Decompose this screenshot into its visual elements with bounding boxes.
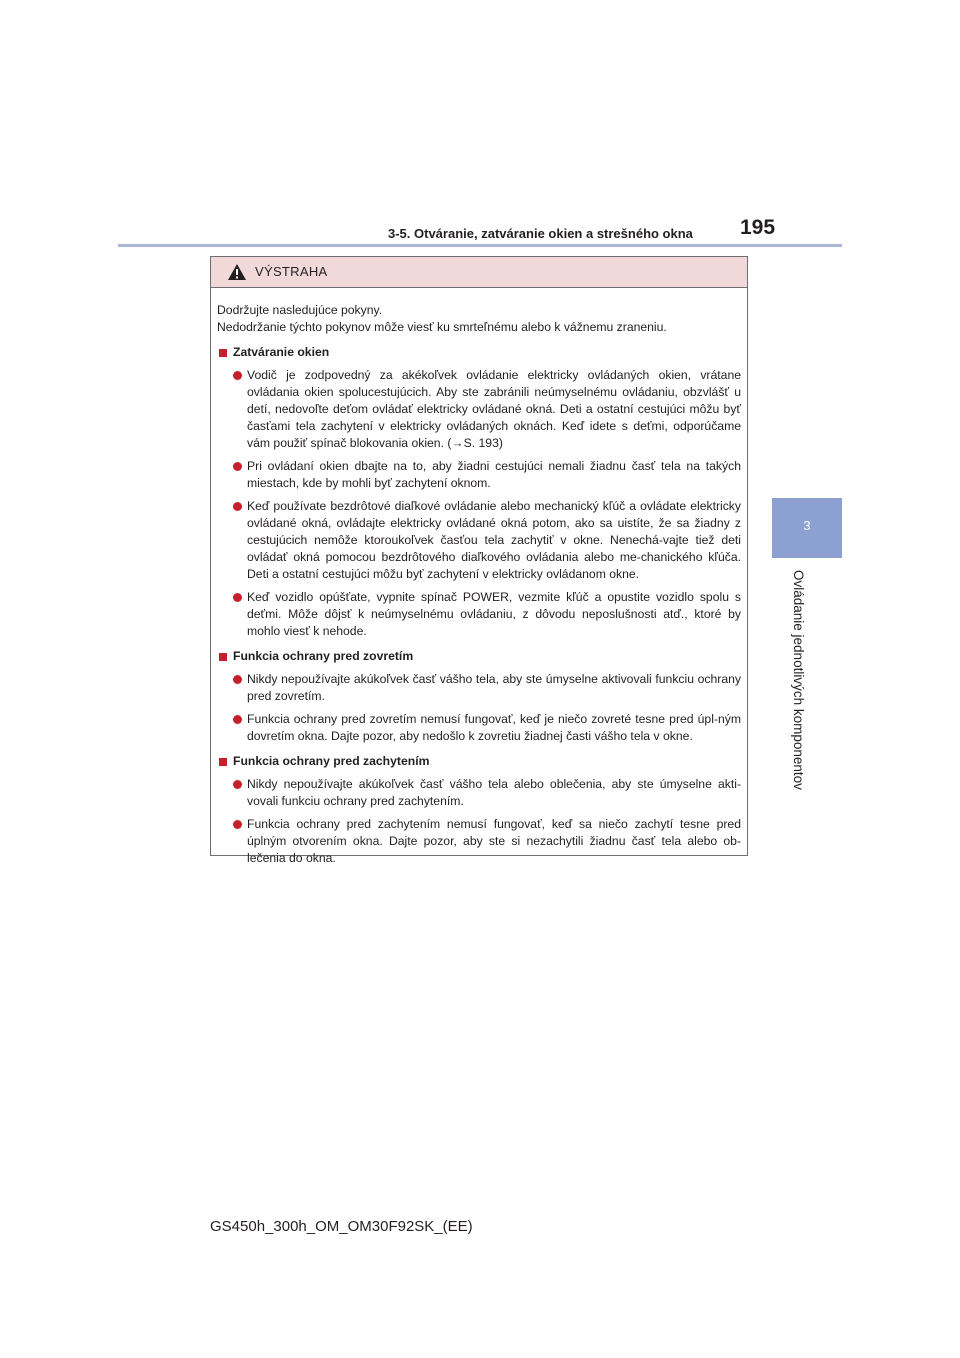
section-heading-text: Funkcia ochrany pred zovretím [233,649,414,663]
square-bullet-icon [219,653,227,661]
section-title: 3-5. Otváranie, zatváranie okien a strešného okna [388,226,693,241]
round-bullet-icon [233,715,242,724]
section-heading [217,648,741,665]
warning-title: VÝSTRAHA [255,264,328,279]
warning-box [210,256,748,865]
list-item [217,458,741,492]
square-bullet-icon [219,349,227,357]
chapter-number: 3 [803,518,811,533]
list-item-text: Keď používate bezdrôtové diaľkové ovládanie alebo mechanický kľúč a ovládate elektricky ovládané okná, ovládajte elektricky ovládané okná potom, ako sa uistíte, že sa žiadny z cestujúcich nemôže ktoroukoľvek časťou tela zachytiť v okne. Nenechá-vajte tiež deti ovládať okná pomocou bezdrôtového diaľkového ovládania alebo me-chanického kľúča. Deti a ostatní cestujúci môžu byť zachytení v elektricky ovládanom okne. [247,499,741,581]
section-closing-windows [217,344,741,640]
round-bullet-icon [233,462,242,471]
list-item [217,367,741,452]
warning-header [211,257,747,288]
list-item-text: Nikdy nepoužívajte akúkoľvek časť vášho tela alebo oblečenia, aby ste úmyselne akti-vovali funkciu ochrany pred zachytením. [247,777,741,808]
list-item [217,671,741,705]
round-bullet-icon [233,780,242,789]
document-code: GS450h_300h_OM_OM30F92SK_(EE) [210,1218,473,1235]
list-item [217,498,741,583]
header-divider [118,244,842,247]
page-number: 195 [740,216,776,239]
list-item-text: Keď vozidlo opúšťate, vypnite spínač POWER, vezmite kľúč a opustite vozidlo spolu s deťmi. Môže dôjsť k neúmyselnému ovládaniu, z dôvodu neposlušnosti atď., ktoré by mohlo viesť k nehode. [247,590,741,638]
warning-body [211,288,747,867]
warning-triangle-icon [227,263,247,281]
list-item [217,776,741,810]
section-catch-protection [217,753,741,867]
section-jam-protection [217,648,741,745]
chapter-title: Ovládanie jednotlivých komponentov [791,570,806,790]
square-bullet-icon [219,758,227,766]
list-item [217,816,741,867]
list-item [217,711,741,745]
list-item-text: Vodič je zodpovedný za akékoľvek ovládanie elektricky ovládaných okien, vrátane ovládania okien spolucestujúcich. Aby ste zabránili neúmyselnému ovládaniu, obzvlášť u detí, nedovoľte deťom ovládať elektricky ovládané okná. Deti a ostatní cestujúci môžu byť časťami tela zachytení v elektricky ovládaných oknách. Keď idete s deťmi, odporúčame vám použiť spínač blokovania okien. (→S. 193) [247,368,741,450]
round-bullet-icon [233,820,242,829]
list-item-text: Nikdy nepoužívajte akúkoľvek časť vášho tela, aby ste úmyselne aktivovali funkciu ochrany pred zovretím. [247,672,741,703]
round-bullet-icon [233,502,242,511]
section-heading [217,753,741,770]
round-bullet-icon [233,371,242,380]
section-heading-text: Zatváranie okien [233,345,330,359]
section-heading-text: Funkcia ochrany pred zachytením [233,754,430,768]
round-bullet-icon [233,593,242,602]
round-bullet-icon [233,675,242,684]
intro-line: Nedodržanie týchto pokynov môže viesť ku smrteľnému alebo k vážnemu zraneniu. [217,320,667,334]
list-item-text: Pri ovládaní okien dbajte na to, aby žiadni cestujúci nemali žiadnu časť tela na takých miestach, kde by mohli byť zachytení oknom. [247,459,741,490]
list-item-text: Funkcia ochrany pred zovretím nemusí fungovať, keď je niečo zovreté tesne pred úpl-ným dovretím okna. Dajte pozor, aby nedošlo k zovretiu žiadnej časti vášho tela v okne. [247,712,741,743]
intro-line: Dodržujte nasledujúce pokyny. [217,303,383,317]
chapter-tab [772,498,842,558]
list-item-text: Funkcia ochrany pred zachytením nemusí fungovať, keď sa niečo zachytí tesne pred úplným otvorením okna. Dajte pozor, aby ste si nezachytili žiadnu časť tela alebo ob-lečenia do okna. [247,817,741,865]
list-item [217,589,741,640]
section-heading [217,344,741,361]
